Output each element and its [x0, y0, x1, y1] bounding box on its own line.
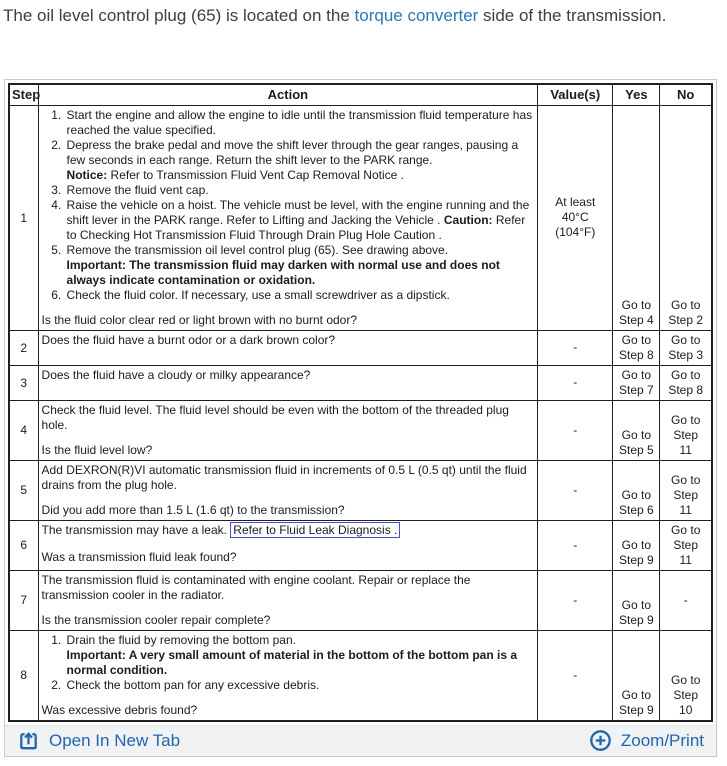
text-segment: Important: The transmission fluid may darken with normal use and does not always indicate contamination or oxidation.: [66, 257, 500, 287]
action-cell: [38, 400, 538, 460]
yes-cell: Go to Step 9: [613, 520, 660, 570]
value-cell: At least 40°C (104°F): [538, 105, 613, 330]
step-cell: 5: [9, 460, 38, 520]
text-segment: Important: A very small amount of material in the bottom of the bottom pan is a normal condition.: [66, 647, 518, 677]
action-paragraph: [42, 573, 535, 603]
value-cell: -: [538, 570, 613, 630]
action-list-item: [65, 678, 535, 693]
value-cell: -: [538, 400, 613, 460]
yes-cell: Go to Step 4: [613, 105, 660, 330]
yes-cell: Go to Step 8: [613, 330, 660, 365]
action-content: [42, 333, 535, 355]
table-row: [9, 630, 712, 721]
action-question: Is the fluid level low?: [41, 442, 153, 457]
table-row: [9, 520, 712, 570]
no-cell: Go to Step 11: [660, 520, 712, 570]
value-cell: -: [538, 520, 613, 570]
page-title: [3, 6, 666, 26]
action-list: [42, 108, 535, 303]
table-row: [9, 570, 712, 630]
page-title-suffix: side of the transmission.: [478, 6, 667, 25]
value-cell: -: [538, 330, 613, 365]
text-segment: Check the bottom pan for any excessive debris.: [66, 677, 320, 692]
action-cell: [38, 460, 538, 520]
action-list-item: [65, 243, 535, 288]
column-header-values: Value(s): [538, 84, 613, 105]
yes-cell: Go to Step 9: [613, 570, 660, 630]
text-segment: Does the fluid have a burnt odor or a dark brown color?: [41, 332, 336, 347]
step-cell: 4: [9, 400, 38, 460]
step-cell: 6: [9, 520, 38, 570]
fluid-diagnosis-table: [8, 83, 713, 722]
column-header-step: Step: [9, 84, 38, 105]
action-cell: [38, 630, 538, 721]
yes-cell: Go to Step 9: [613, 630, 660, 721]
value-cell: -: [538, 460, 613, 520]
table-row: [9, 330, 712, 365]
action-paragraph: [42, 403, 535, 433]
text-segment: Add DEXRON(R)VI automatic transmission fluid in increments of 0.5 L (0.5 qt) until the fluid drains from the plug hole.: [41, 462, 527, 492]
table-row: [9, 400, 712, 460]
text-segment: Raise the vehicle on a hoist. The vehicle must be level, with the engine running and the shift lever in the PARK range. Refer to Lifting and Jacking the Vehicle .: [66, 197, 530, 227]
action-paragraph: [42, 463, 535, 493]
value-cell: -: [538, 630, 613, 721]
text-segment: Notice:: [66, 167, 108, 182]
action-question: Did you add more than 1.5 L (1.6 qt) to the transmission?: [41, 502, 345, 517]
no-cell: Go to Step 8: [660, 365, 712, 400]
text-segment: Check the fluid level. The fluid level should be even with the bottom of the threaded plug hole.: [41, 402, 509, 432]
text-segment: The transmission may have a leak.: [41, 522, 231, 537]
yes-cell: Go to Step 6: [613, 460, 660, 520]
step-cell: 7: [9, 570, 38, 630]
page-title-prefix: The oil level control plug (65) is located on the: [3, 6, 355, 25]
action-content: [42, 463, 535, 518]
text-segment: The transmission fluid is contaminated with engine coolant. Repair or replace the transmission cooler in the radiator.: [41, 572, 471, 602]
action-content: [42, 523, 535, 565]
text-segment: Refer to Transmission Fluid Vent Cap Removal Notice .: [107, 167, 404, 182]
text-segment: Start the engine and allow the engine to idle until the transmission fluid temperature has reached the value specified.: [66, 107, 533, 137]
zoom-print-label: Zoom/Print: [620, 730, 704, 750]
no-cell: Go to Step 11: [660, 460, 712, 520]
action-cell: [38, 520, 538, 570]
torque-converter-link[interactable]: torque converter: [354, 6, 479, 25]
table-row: [9, 105, 712, 330]
action-paragraph: [42, 333, 535, 348]
action-question: Was a transmission fluid leak found?: [41, 549, 237, 564]
value-cell: -: [538, 365, 613, 400]
text-segment: Depress the brake pedal and move the shift lever through the gear ranges, pausing a few seconds in each range. Return the shift lever to the PARK range.: [66, 137, 519, 167]
yes-cell: Go to Step 7: [613, 365, 660, 400]
open-in-new-tab-label: Open In New Tab: [49, 730, 181, 750]
table-footer-bar: [5, 725, 716, 756]
zoom-print-button[interactable]: [589, 729, 704, 752]
step-cell: 3: [9, 365, 38, 400]
table-body: [9, 105, 712, 721]
header-row: [9, 84, 712, 105]
fluid-leak-diagnosis-link[interactable]: Refer to Fluid Leak Diagnosis .: [230, 522, 400, 538]
action-content: [42, 573, 535, 628]
action-list: [42, 633, 535, 693]
no-cell: Go to Step 3: [660, 330, 712, 365]
open-in-new-tab-icon: [17, 729, 40, 752]
no-cell: Go to Step 10: [660, 630, 712, 721]
action-question: Is the transmission cooler repair complete?: [41, 612, 271, 627]
text-segment: Does the fluid have a cloudy or milky appearance?: [41, 367, 311, 382]
action-paragraph: [42, 523, 535, 538]
action-list-item: [65, 138, 535, 183]
step-cell: 2: [9, 330, 38, 365]
text-segment: Check the fluid color. If necessary, use a small screwdriver as a dipstick.: [66, 287, 450, 302]
action-question: Was excessive debris found?: [41, 702, 198, 717]
text-segment: Drain the fluid by removing the bottom pan.: [66, 632, 296, 647]
diagnosis-panel: [4, 79, 717, 757]
action-list-item: [65, 198, 535, 243]
column-header-action: Action: [38, 84, 538, 105]
action-content: [42, 633, 535, 718]
text-segment: Refer to Checking Hot Transmission Fluid Through Drain Plug Hole Caution .: [66, 212, 526, 242]
circled-plus-icon: [589, 729, 612, 752]
table-header-row: [9, 84, 712, 105]
no-cell: Go to Step 11: [660, 400, 712, 460]
action-content: [42, 108, 535, 328]
action-content: [42, 403, 535, 458]
table-row: [9, 365, 712, 400]
action-question: Is the fluid color clear red or light brown with no burnt odor?: [41, 312, 358, 327]
column-header-yes: Yes: [613, 84, 660, 105]
step-cell: 1: [9, 105, 38, 330]
action-list-item: [65, 183, 535, 198]
no-cell: Go to Step 2: [660, 105, 712, 330]
step-cell: 8: [9, 630, 38, 721]
yes-cell: Go to Step 5: [613, 400, 660, 460]
no-cell: -: [660, 570, 712, 630]
action-cell: [38, 570, 538, 630]
column-header-no: No: [660, 84, 712, 105]
action-content: [42, 368, 535, 390]
action-list-item: [65, 633, 535, 678]
action-cell: [38, 365, 538, 400]
action-cell: [38, 105, 538, 330]
action-paragraph: [42, 368, 535, 383]
table-row: [9, 460, 712, 520]
action-cell: [38, 330, 538, 365]
action-list-item: [65, 108, 535, 138]
text-segment: Remove the transmission oil level control plug (65). See drawing above.: [66, 242, 449, 257]
text-segment: Caution:: [443, 212, 493, 227]
open-in-new-tab-button[interactable]: [17, 729, 180, 752]
text-segment: Remove the fluid vent cap.: [66, 182, 209, 197]
action-list-item: [65, 288, 535, 303]
